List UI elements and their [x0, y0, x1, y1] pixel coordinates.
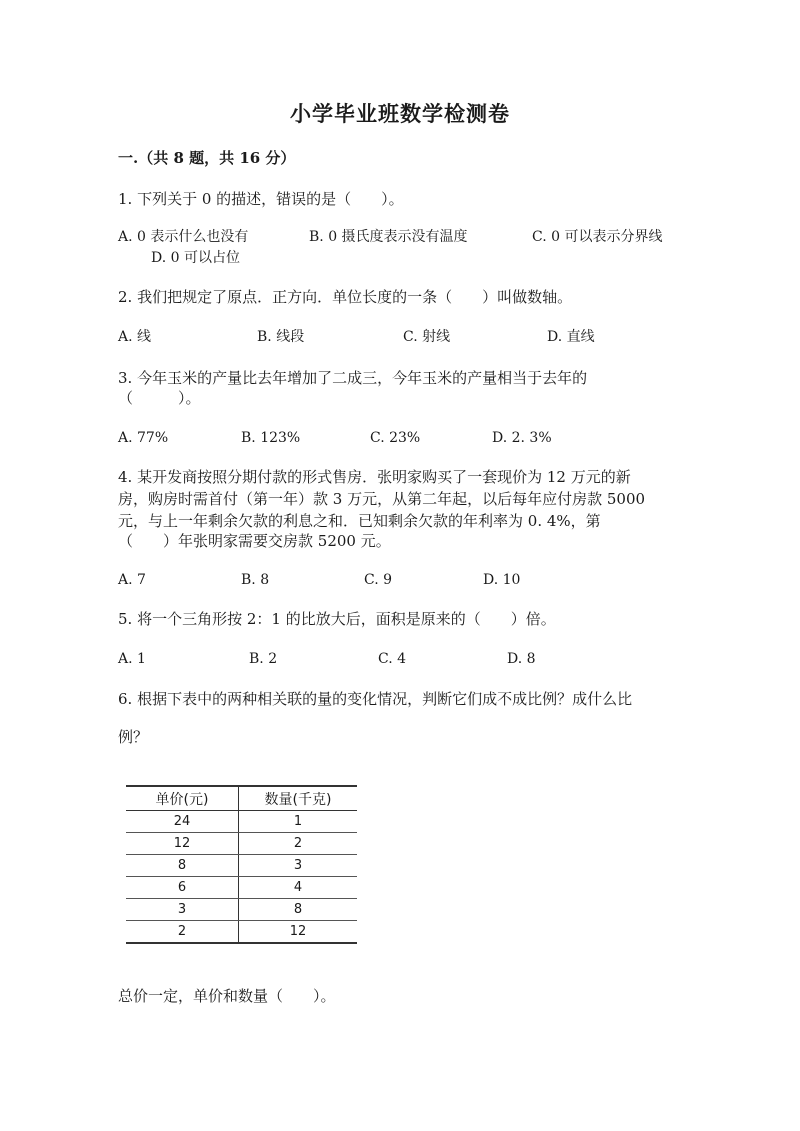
- question-3-option-c: C. 23%: [370, 430, 421, 446]
- question-4-text-line-2: 房，购房时需首付（第一年）款 3 万元，从第二年起，以后每年应付房款 5000: [118, 490, 646, 508]
- question-1-option-c: C. 0 可以表示分界线: [532, 229, 663, 245]
- question-6-followup: 总价一定，单价和数量（ ）。: [118, 987, 336, 1005]
- question-6-text-line-2: 例？: [118, 728, 149, 746]
- question-3-text-line-1: 3. 今年玉米的产量比去年增加了二成三，今年玉米的产量相当于去年的: [118, 369, 588, 387]
- table-header-unit-price: 单价(元): [126, 786, 239, 811]
- question-1-option-b: B. 0 摄氏度表示没有温度: [309, 229, 468, 245]
- table-cell-quantity: 1: [239, 811, 358, 833]
- table-cell-quantity: 2: [239, 833, 358, 855]
- question-4-option-c: C. 9: [364, 572, 393, 588]
- table-row: [126, 877, 357, 899]
- table-row: [126, 899, 357, 921]
- table-row: [126, 855, 357, 877]
- section-header: 一.（共 8 题，共 16 分）: [118, 149, 296, 167]
- table-row: [126, 833, 357, 855]
- question-4-text-line-4: （ ）年张明家需要交房款 5200 元。: [118, 532, 391, 550]
- question-4-text-line-1: 4. 某开发商按照分期付款的形式售房．张明家购买了一套现价为 12 万元的新: [118, 468, 631, 486]
- question-1-text: 1. 下列关于 0 的描述，错误的是（ ）。: [118, 190, 404, 208]
- question-2-option-c: C. 射线: [403, 329, 451, 345]
- table-cell-unit-price: 3: [126, 899, 239, 921]
- question-1-option-d: D. 0 可以占位: [151, 250, 240, 266]
- question-5-option-a: A. 1: [118, 651, 146, 667]
- table-cell-unit-price: 6: [126, 877, 239, 899]
- table-cell-quantity: 12: [239, 921, 358, 944]
- question-4-option-a: A. 7: [118, 572, 146, 588]
- question-3-option-b: B. 123%: [241, 430, 301, 446]
- question-3-option-d: D. 2. 3%: [492, 430, 552, 446]
- question-3-option-a: A. 77%: [118, 430, 169, 446]
- table-cell-quantity: 8: [239, 899, 358, 921]
- question-2-text: 2. 我们把规定了原点．正方向．单位长度的一条（ ）叫做数轴。: [118, 288, 573, 306]
- table-cell-unit-price: 24: [126, 811, 239, 833]
- price-quantity-table: [126, 785, 357, 944]
- question-2-option-b: B. 线段: [257, 329, 305, 345]
- question-6-text-line-1: 6. 根据下表中的两种相关联的量的变化情况，判断它们成不成比例？成什么比: [118, 690, 633, 708]
- question-5-text: 5. 将一个三角形按 2：1 的比放大后，面积是原来的（ ）倍。: [118, 610, 556, 628]
- question-4-option-b: B. 8: [241, 572, 270, 588]
- table-header-quantity: 数量(千克): [239, 786, 358, 811]
- table-cell-quantity: 3: [239, 855, 358, 877]
- question-5-option-d: D. 8: [507, 651, 536, 667]
- table-cell-unit-price: 8: [126, 855, 239, 877]
- question-3-text-line-2: （ ）。: [118, 389, 201, 407]
- question-2-option-d: D. 直线: [547, 329, 595, 345]
- table-cell-quantity: 4: [239, 877, 358, 899]
- page-title: 小学毕业班数学检测卷: [290, 101, 510, 126]
- question-5-option-b: B. 2: [249, 651, 278, 667]
- question-4-option-d: D. 10: [483, 572, 521, 588]
- question-4-text-line-3: 元，与上一年剩余欠款的利息之和．已知剩余欠款的年利率为 0. 4%，第: [118, 512, 601, 530]
- table-row: [126, 921, 357, 944]
- question-5-option-c: C. 4: [378, 651, 407, 667]
- table-header-row: [126, 786, 357, 811]
- table-cell-unit-price: 2: [126, 921, 239, 944]
- table-row: [126, 811, 357, 833]
- table-cell-unit-price: 12: [126, 833, 239, 855]
- question-2-option-a: A. 线: [118, 329, 152, 345]
- question-1-option-a: A. 0 表示什么也没有: [118, 229, 249, 245]
